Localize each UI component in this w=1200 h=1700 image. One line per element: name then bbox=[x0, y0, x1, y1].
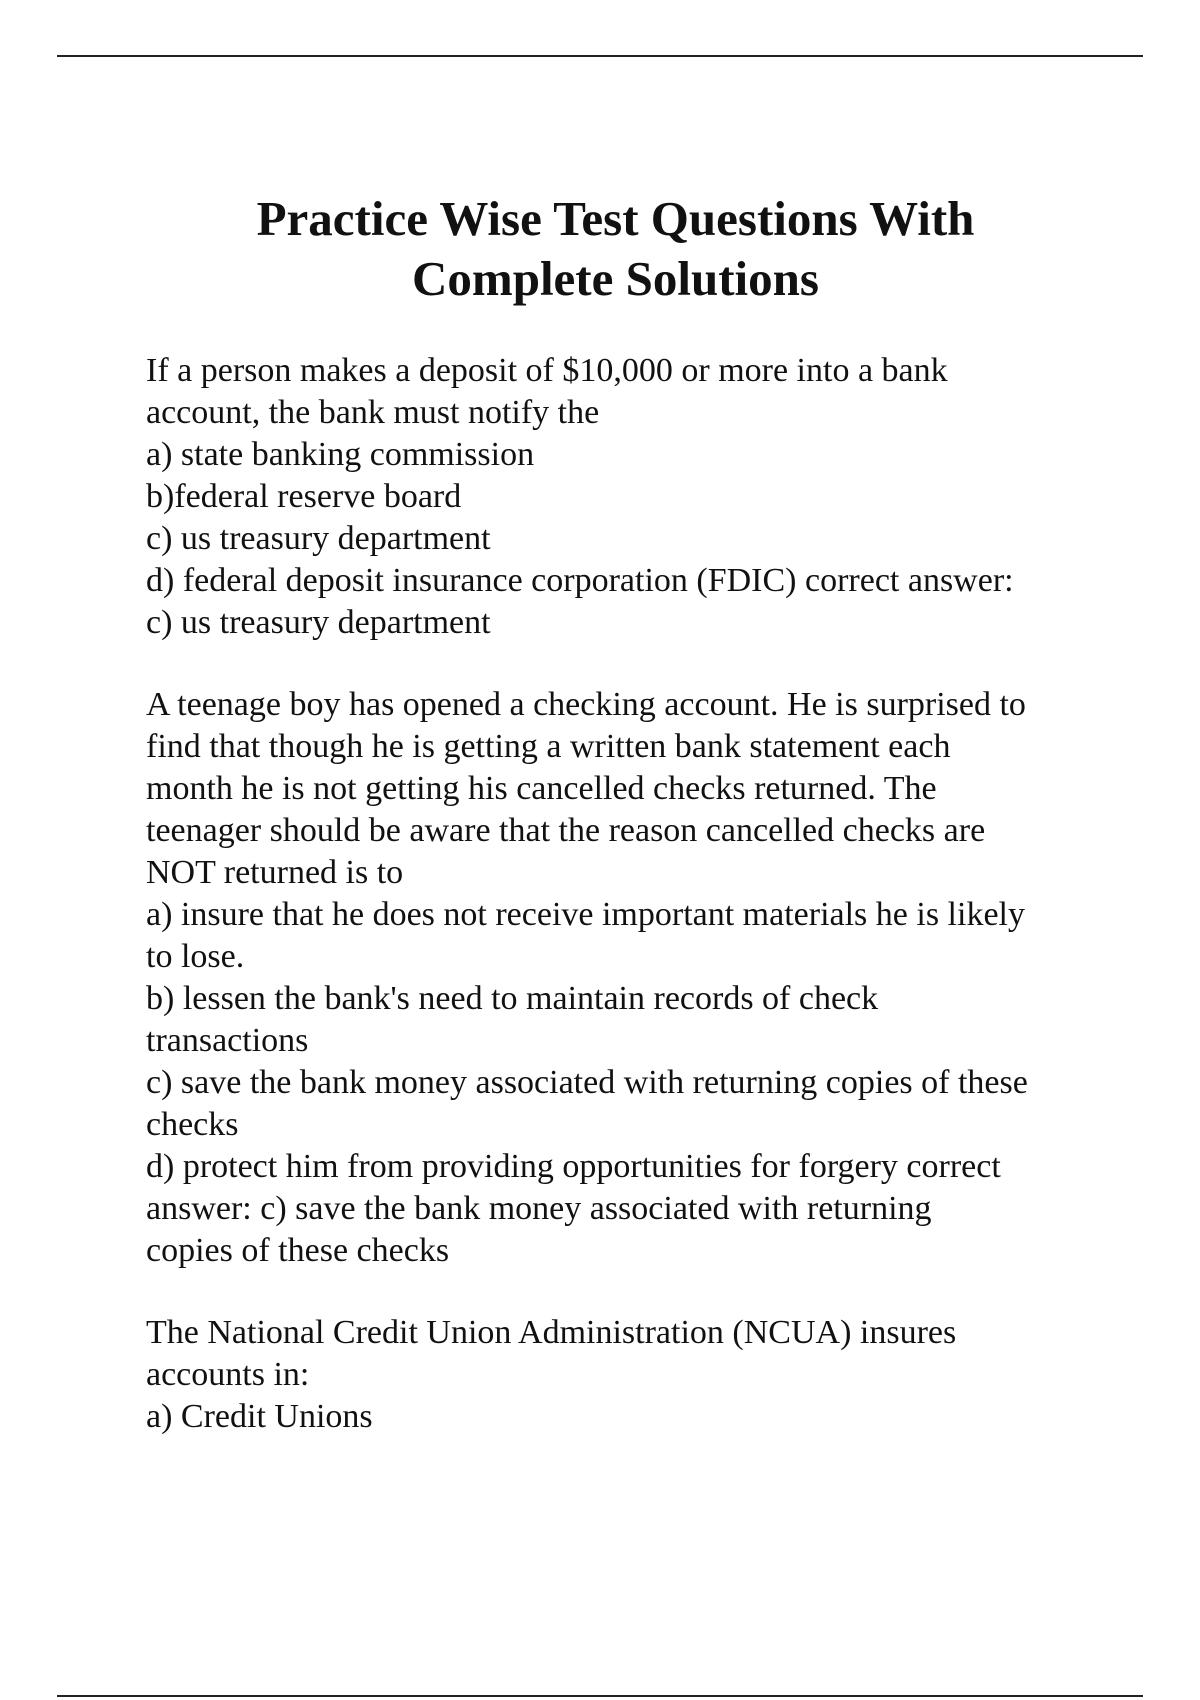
question-2-option: c) save the bank money associated with returning copies of these bbox=[146, 1064, 1028, 1101]
question-2-line: NOT returned is to bbox=[146, 854, 404, 891]
document-body bbox=[146, 350, 1106, 1478]
question-1-option: c) us treasury department bbox=[146, 520, 491, 557]
question-1-option: a) state banking commission bbox=[146, 436, 535, 473]
question-2 bbox=[146, 684, 1106, 1272]
question-2-option: a) insure that he does not receive important materials he is likely bbox=[146, 896, 1025, 933]
question-2-line: month he is not getting his cancelled checks returned. The bbox=[146, 770, 937, 807]
question-1-option: b)federal reserve board bbox=[146, 478, 462, 515]
title-line-1: Practice Wise Test Questions With bbox=[256, 191, 975, 246]
question-2-line: teenager should be aware that the reason cancelled checks are bbox=[146, 812, 986, 849]
question-1-line: If a person makes a deposit of $10,000 or more into a bank bbox=[146, 352, 948, 389]
question-2-answer: copies of these checks bbox=[146, 1232, 450, 1269]
question-3-option: a) Credit Unions bbox=[146, 1398, 373, 1435]
question-2-option: b) lessen the bank's need to maintain records of check bbox=[146, 980, 879, 1017]
question-1 bbox=[146, 350, 1106, 644]
question-2-answer: answer: c) save the bank money associated with returning bbox=[146, 1190, 932, 1227]
question-2-line: find that though he is getting a written bank statement each bbox=[146, 728, 951, 765]
question-3-line: accounts in: bbox=[146, 1356, 310, 1393]
question-1-answer: c) us treasury department bbox=[146, 604, 491, 641]
question-3 bbox=[146, 1312, 1106, 1438]
question-2-option: transactions bbox=[146, 1022, 309, 1059]
bottom-rule bbox=[57, 1695, 1143, 1697]
question-3-line: The National Credit Union Administration (NCUA) insures bbox=[146, 1314, 957, 1351]
top-rule bbox=[57, 55, 1143, 57]
question-2-option: checks bbox=[146, 1106, 239, 1143]
question-1-line: account, the bank must notify the bbox=[146, 394, 600, 431]
title-line-2: Complete Solutions bbox=[411, 251, 819, 306]
page-title bbox=[0, 189, 1200, 309]
question-1-option: d) federal deposit insurance corporation (FDIC) correct answer: bbox=[146, 562, 1014, 599]
question-2-option: to lose. bbox=[146, 938, 245, 975]
question-2-option: d) protect him from providing opportunities for forgery correct bbox=[146, 1148, 1001, 1185]
question-2-line: A teenage boy has opened a checking account. He is surprised to bbox=[146, 686, 1026, 723]
